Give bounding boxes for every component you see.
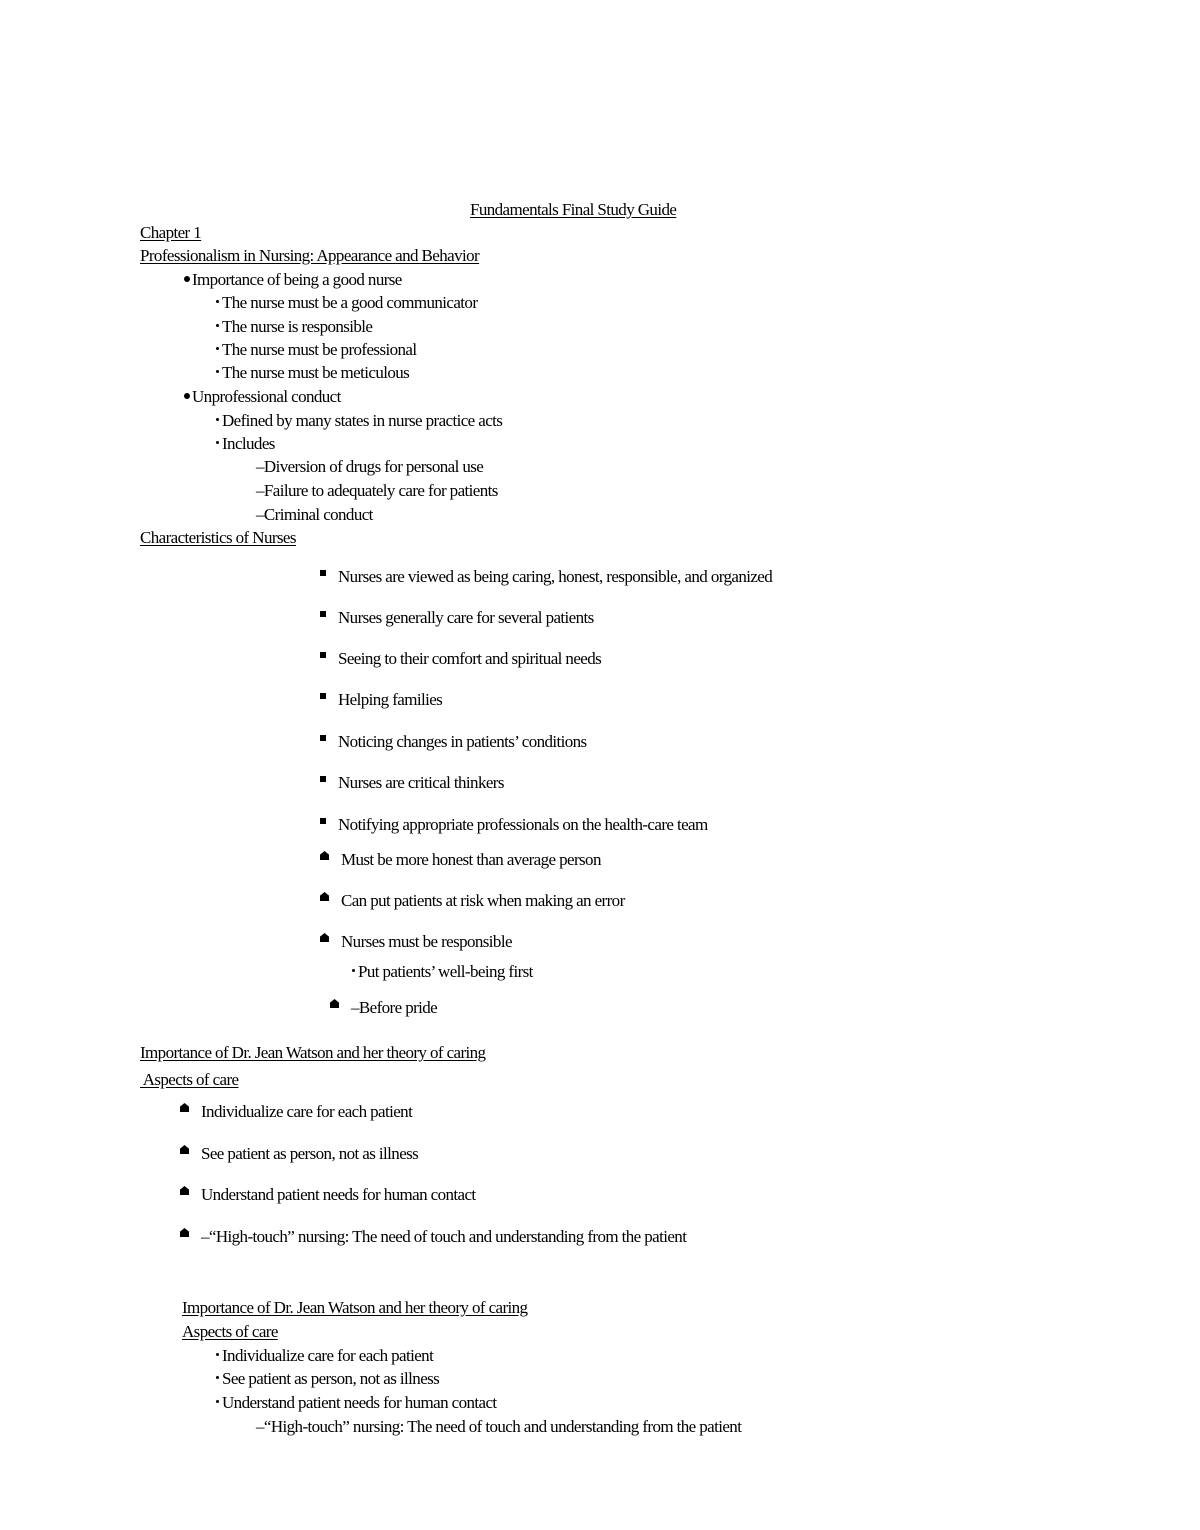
list-item: –Before pride xyxy=(330,998,437,1018)
list-item: –“High-touch” nursing: The need of touch and understanding from the patient xyxy=(256,1417,742,1436)
arrow-bullet-icon xyxy=(330,999,339,1008)
chapter-heading: Chapter 1 xyxy=(140,223,202,242)
list-item: Individualize care for each patient xyxy=(180,1102,412,1122)
list-item: –“High-touch” nursing: The need of touch and understanding from the patient xyxy=(180,1227,686,1247)
section-heading-characteristics: Characteristics of Nurses xyxy=(140,528,296,547)
list-item: The nurse must be a good communicator xyxy=(216,293,477,313)
list-item: Notifying appropriate professionals on the health-care team xyxy=(320,815,708,835)
list-item: Importance of being a good nurse xyxy=(184,270,402,290)
list-item: Understand patient needs for human contact xyxy=(216,1393,497,1413)
bullet-dot-icon xyxy=(216,441,219,444)
bullet-dot-icon xyxy=(184,393,190,399)
list-item: Nurses generally care for several patients xyxy=(320,608,594,628)
list-item: Defined by many states in nurse practice acts xyxy=(216,411,502,431)
arrow-bullet-icon xyxy=(320,892,329,901)
list-item: –Failure to adequately care for patients xyxy=(256,481,498,500)
section-heading-watson: Importance of Dr. Jean Watson and her theory of caring xyxy=(182,1298,528,1317)
subheading-aspects-of-care: Aspects of care xyxy=(140,1070,239,1089)
bullet-dot-icon xyxy=(216,1376,219,1379)
square-bullet-icon xyxy=(320,776,326,782)
subheading-aspects-of-care: Aspects of care xyxy=(182,1322,278,1341)
list-item: The nurse must be meticulous xyxy=(216,363,409,383)
list-item: See patient as person, not as illness xyxy=(216,1369,439,1389)
list-item: Helping families xyxy=(320,690,442,710)
list-item: Put patients’ well-being first xyxy=(352,962,533,982)
section-heading-watson: Importance of Dr. Jean Watson and her theory of caring xyxy=(140,1043,486,1062)
bullet-dot-icon xyxy=(216,1353,219,1356)
list-item: Can put patients at risk when making an error xyxy=(320,891,625,911)
list-item: –Diversion of drugs for personal use xyxy=(256,457,484,476)
arrow-bullet-icon xyxy=(180,1103,189,1112)
arrow-bullet-icon xyxy=(180,1186,189,1195)
bullet-dot-icon xyxy=(216,1400,219,1403)
list-item: Nurses are viewed as being caring, honest, responsible, and organized xyxy=(320,567,772,587)
bullet-dot-icon xyxy=(216,418,219,421)
arrow-bullet-icon xyxy=(180,1145,189,1154)
arrow-bullet-icon xyxy=(180,1228,189,1237)
list-item: Understand patient needs for human contact xyxy=(180,1185,476,1205)
list-item: Must be more honest than average person xyxy=(320,850,601,870)
bullet-dot-icon xyxy=(216,324,219,327)
list-item: Noticing changes in patients’ conditions xyxy=(320,732,587,752)
list-item: See patient as person, not as illness xyxy=(180,1144,418,1164)
list-item: Includes xyxy=(216,434,275,454)
bullet-dot-icon xyxy=(216,300,219,303)
list-item: Unprofessional conduct xyxy=(184,387,341,407)
square-bullet-icon xyxy=(320,693,326,699)
section-heading-professionalism: Professionalism in Nursing: Appearance and Behavior xyxy=(140,246,480,265)
list-item: The nurse must be professional xyxy=(216,340,416,360)
bullet-dot-icon xyxy=(216,347,219,350)
square-bullet-icon xyxy=(320,652,326,658)
square-bullet-icon xyxy=(320,818,326,824)
square-bullet-icon xyxy=(320,611,326,617)
list-item: Seeing to their comfort and spiritual needs xyxy=(320,649,601,669)
list-item: The nurse is responsible xyxy=(216,317,372,337)
list-item: Nurses are critical thinkers xyxy=(320,773,504,793)
square-bullet-icon xyxy=(320,570,326,576)
bullet-dot-icon xyxy=(352,969,355,972)
list-item: –Criminal conduct xyxy=(256,505,373,524)
document-title: Fundamentals Final Study Guide xyxy=(470,200,677,219)
list-item: Individualize care for each patient xyxy=(216,1346,433,1366)
bullet-dot-icon xyxy=(216,370,219,373)
list-item: Nurses must be responsible xyxy=(320,932,512,952)
arrow-bullet-icon xyxy=(320,851,329,860)
bullet-dot-icon xyxy=(184,276,190,282)
arrow-bullet-icon xyxy=(320,933,329,942)
square-bullet-icon xyxy=(320,735,326,741)
